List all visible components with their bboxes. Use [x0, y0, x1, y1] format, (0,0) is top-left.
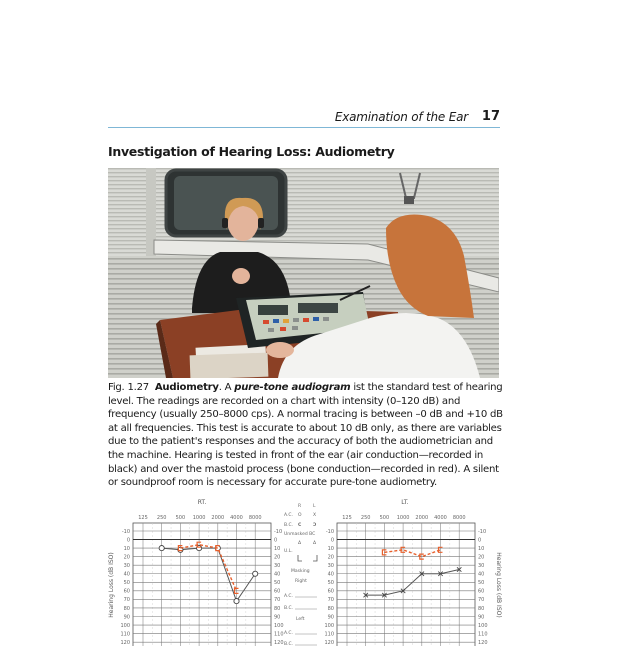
figure-title: Audiometry — [154, 382, 219, 393]
legend-row-label: A.C. — [284, 513, 294, 518]
data-point — [234, 599, 239, 604]
legend-left-ac: A.C. — [284, 631, 294, 636]
y-tick-label: 40 — [327, 571, 334, 578]
chart-frame — [133, 523, 271, 646]
y-tick-label: 120 — [120, 639, 130, 646]
x-tick-label: 8000 — [452, 515, 466, 521]
caption-body: ist the standard test of hearing level. The readings are recorded on a chart with intensity (0–120 dB) and frequency (usually 250–8000 cps). A normal tracing is between –0 dB and +10 dB at all frequencies. This test is accurate to about 10 dB only, as there are variables due to the patient's responses and the accuracy of both the audiometrician and the machine. Hearing is tested in front of the ear (air conduction—recorded in black) and over the mastoid process (bone conduction—recorded in red). A silent or soundproof room is necessary for accurate pure-tone audiometry. — [108, 382, 503, 489]
legend-row-r: O — [298, 513, 302, 518]
legend-row-l: Ɔ — [313, 523, 317, 528]
x-tick-label: 1000 — [192, 515, 206, 521]
y-tick-label: 60 — [123, 588, 130, 595]
legend-right-ac: A.C. — [284, 594, 294, 599]
audiogram-svg — [105, 495, 505, 646]
legend-left-bc: B.C. — [284, 642, 294, 646]
photo-illustration — [108, 168, 499, 378]
y-tick-label: 80 — [123, 605, 130, 612]
y-tick-label: 70 — [274, 597, 281, 604]
page-number: 17 — [481, 109, 500, 124]
x-tick-label: 250 — [156, 515, 167, 521]
y-tick-label: 120 — [324, 639, 334, 646]
y-tick-label: 120 — [478, 639, 488, 646]
y-axis-label: Hearing Loss (dB ISO) — [108, 552, 115, 618]
legend-row-label: B.C. — [284, 523, 294, 528]
y-tick-label: -10 — [325, 528, 334, 535]
y-tick-label: 110 — [478, 631, 488, 638]
y-tick-label: 10 — [274, 545, 281, 552]
x-tick-label: 8000 — [248, 515, 262, 521]
y-axis-label: Hearing Loss (dB ISO) — [495, 552, 502, 618]
data-point — [159, 546, 164, 551]
y-tick-label: 110 — [120, 631, 130, 638]
legend-left: Left — [296, 617, 305, 622]
y-tick-label: 90 — [478, 614, 485, 621]
legend-col-l: L — [313, 504, 316, 509]
y-tick-label: 30 — [123, 563, 130, 569]
y-tick-label: 20 — [327, 554, 334, 561]
y-tick-label: 0 — [274, 537, 278, 544]
figure-caption — [108, 381, 503, 490]
y-tick-label: 20 — [478, 554, 485, 561]
x-tick-label: 125 — [342, 515, 352, 521]
legend-row-r: C — [298, 523, 302, 528]
y-tick-label: 70 — [327, 597, 334, 604]
y-tick-label: 0 — [330, 537, 334, 544]
y-tick-label: 80 — [274, 605, 281, 612]
y-tick-label: 50 — [274, 580, 281, 587]
chart-frame — [337, 523, 475, 646]
section-title: Investigation of Hearing Loss: Audiometry — [108, 144, 395, 159]
y-tick-label: 80 — [327, 605, 334, 612]
legend-row-r: Δ — [298, 541, 302, 546]
y-tick-label: 90 — [123, 614, 130, 621]
y-tick-label: 100 — [324, 622, 334, 629]
y-tick-label: 30 — [327, 563, 334, 569]
x-tick-label: 500 — [175, 515, 186, 521]
y-tick-label: 100 — [478, 622, 488, 629]
audiogram-figure — [105, 495, 505, 646]
caption-intro: . A — [218, 382, 235, 393]
y-tick-label: 120 — [274, 639, 284, 646]
legend-right-bc: B.C. — [284, 606, 294, 611]
y-tick-label: 70 — [123, 597, 130, 604]
y-tick-label: 90 — [327, 614, 334, 621]
legend-row-label: Unmasked BC — [284, 532, 316, 537]
y-tick-label: 30 — [274, 563, 281, 569]
y-tick-label: 40 — [123, 571, 130, 578]
legend-row-label: U.L. — [284, 549, 293, 554]
y-tick-label: 60 — [327, 588, 334, 595]
y-tick-label: 110 — [274, 631, 284, 638]
y-tick-label: 110 — [324, 631, 334, 638]
caption-term: pure-tone audiogram — [234, 382, 351, 393]
x-tick-label: 1000 — [396, 515, 410, 521]
audiometrician-hand — [266, 342, 294, 358]
legend-row-l: Δ — [313, 541, 317, 546]
figure-label: Fig. 1.27 — [108, 382, 149, 393]
y-tick-label: 10 — [478, 545, 485, 552]
data-point — [253, 571, 258, 576]
x-tick-label: 2000 — [211, 515, 225, 521]
legend-masking: Masking — [291, 569, 310, 574]
y-tick-label: -10 — [274, 528, 283, 535]
chart-title: RT. — [197, 499, 207, 506]
audiometry-photo — [108, 168, 499, 378]
y-tick-label: 70 — [478, 597, 485, 604]
y-tick-label: 30 — [478, 563, 485, 569]
patient-hand — [232, 268, 250, 284]
y-tick-label: 0 — [478, 537, 482, 544]
y-tick-label: 40 — [478, 571, 485, 578]
y-tick-label: 100 — [120, 622, 130, 629]
y-tick-label: 0 — [126, 537, 130, 544]
y-tick-label: 50 — [123, 580, 130, 587]
y-tick-label: 90 — [274, 614, 281, 621]
y-tick-label: 10 — [327, 545, 334, 552]
x-tick-label: 4000 — [230, 515, 243, 521]
y-tick-label: 100 — [274, 622, 284, 629]
legend-col-r: R — [298, 504, 302, 509]
y-tick-label: -10 — [478, 528, 487, 535]
x-tick-label: 4000 — [434, 515, 447, 521]
y-tick-label: 60 — [478, 588, 485, 595]
y-tick-label: 20 — [123, 554, 130, 561]
legend-row-l: X — [313, 513, 317, 518]
y-tick-label: 80 — [478, 605, 485, 612]
x-tick-label: 500 — [379, 515, 390, 521]
x-tick-label: 125 — [138, 515, 148, 521]
y-tick-label: 40 — [274, 571, 281, 578]
x-tick-label: 250 — [360, 515, 371, 521]
audiogram-legend — [284, 503, 317, 646]
legend-right: Right — [295, 579, 307, 584]
chart-title: LT. — [401, 499, 409, 506]
x-tick-label: 2000 — [415, 515, 429, 521]
y-tick-label: 50 — [327, 580, 334, 587]
y-tick-label: 50 — [478, 580, 485, 587]
ul-bracket-icon — [298, 555, 317, 561]
y-tick-label: 10 — [123, 545, 130, 552]
running-title: Examination of the Ear — [334, 110, 468, 124]
y-tick-label: 60 — [274, 588, 281, 595]
y-tick-label: 20 — [274, 554, 281, 561]
y-tick-label: -10 — [121, 528, 130, 535]
running-header — [108, 109, 500, 128]
